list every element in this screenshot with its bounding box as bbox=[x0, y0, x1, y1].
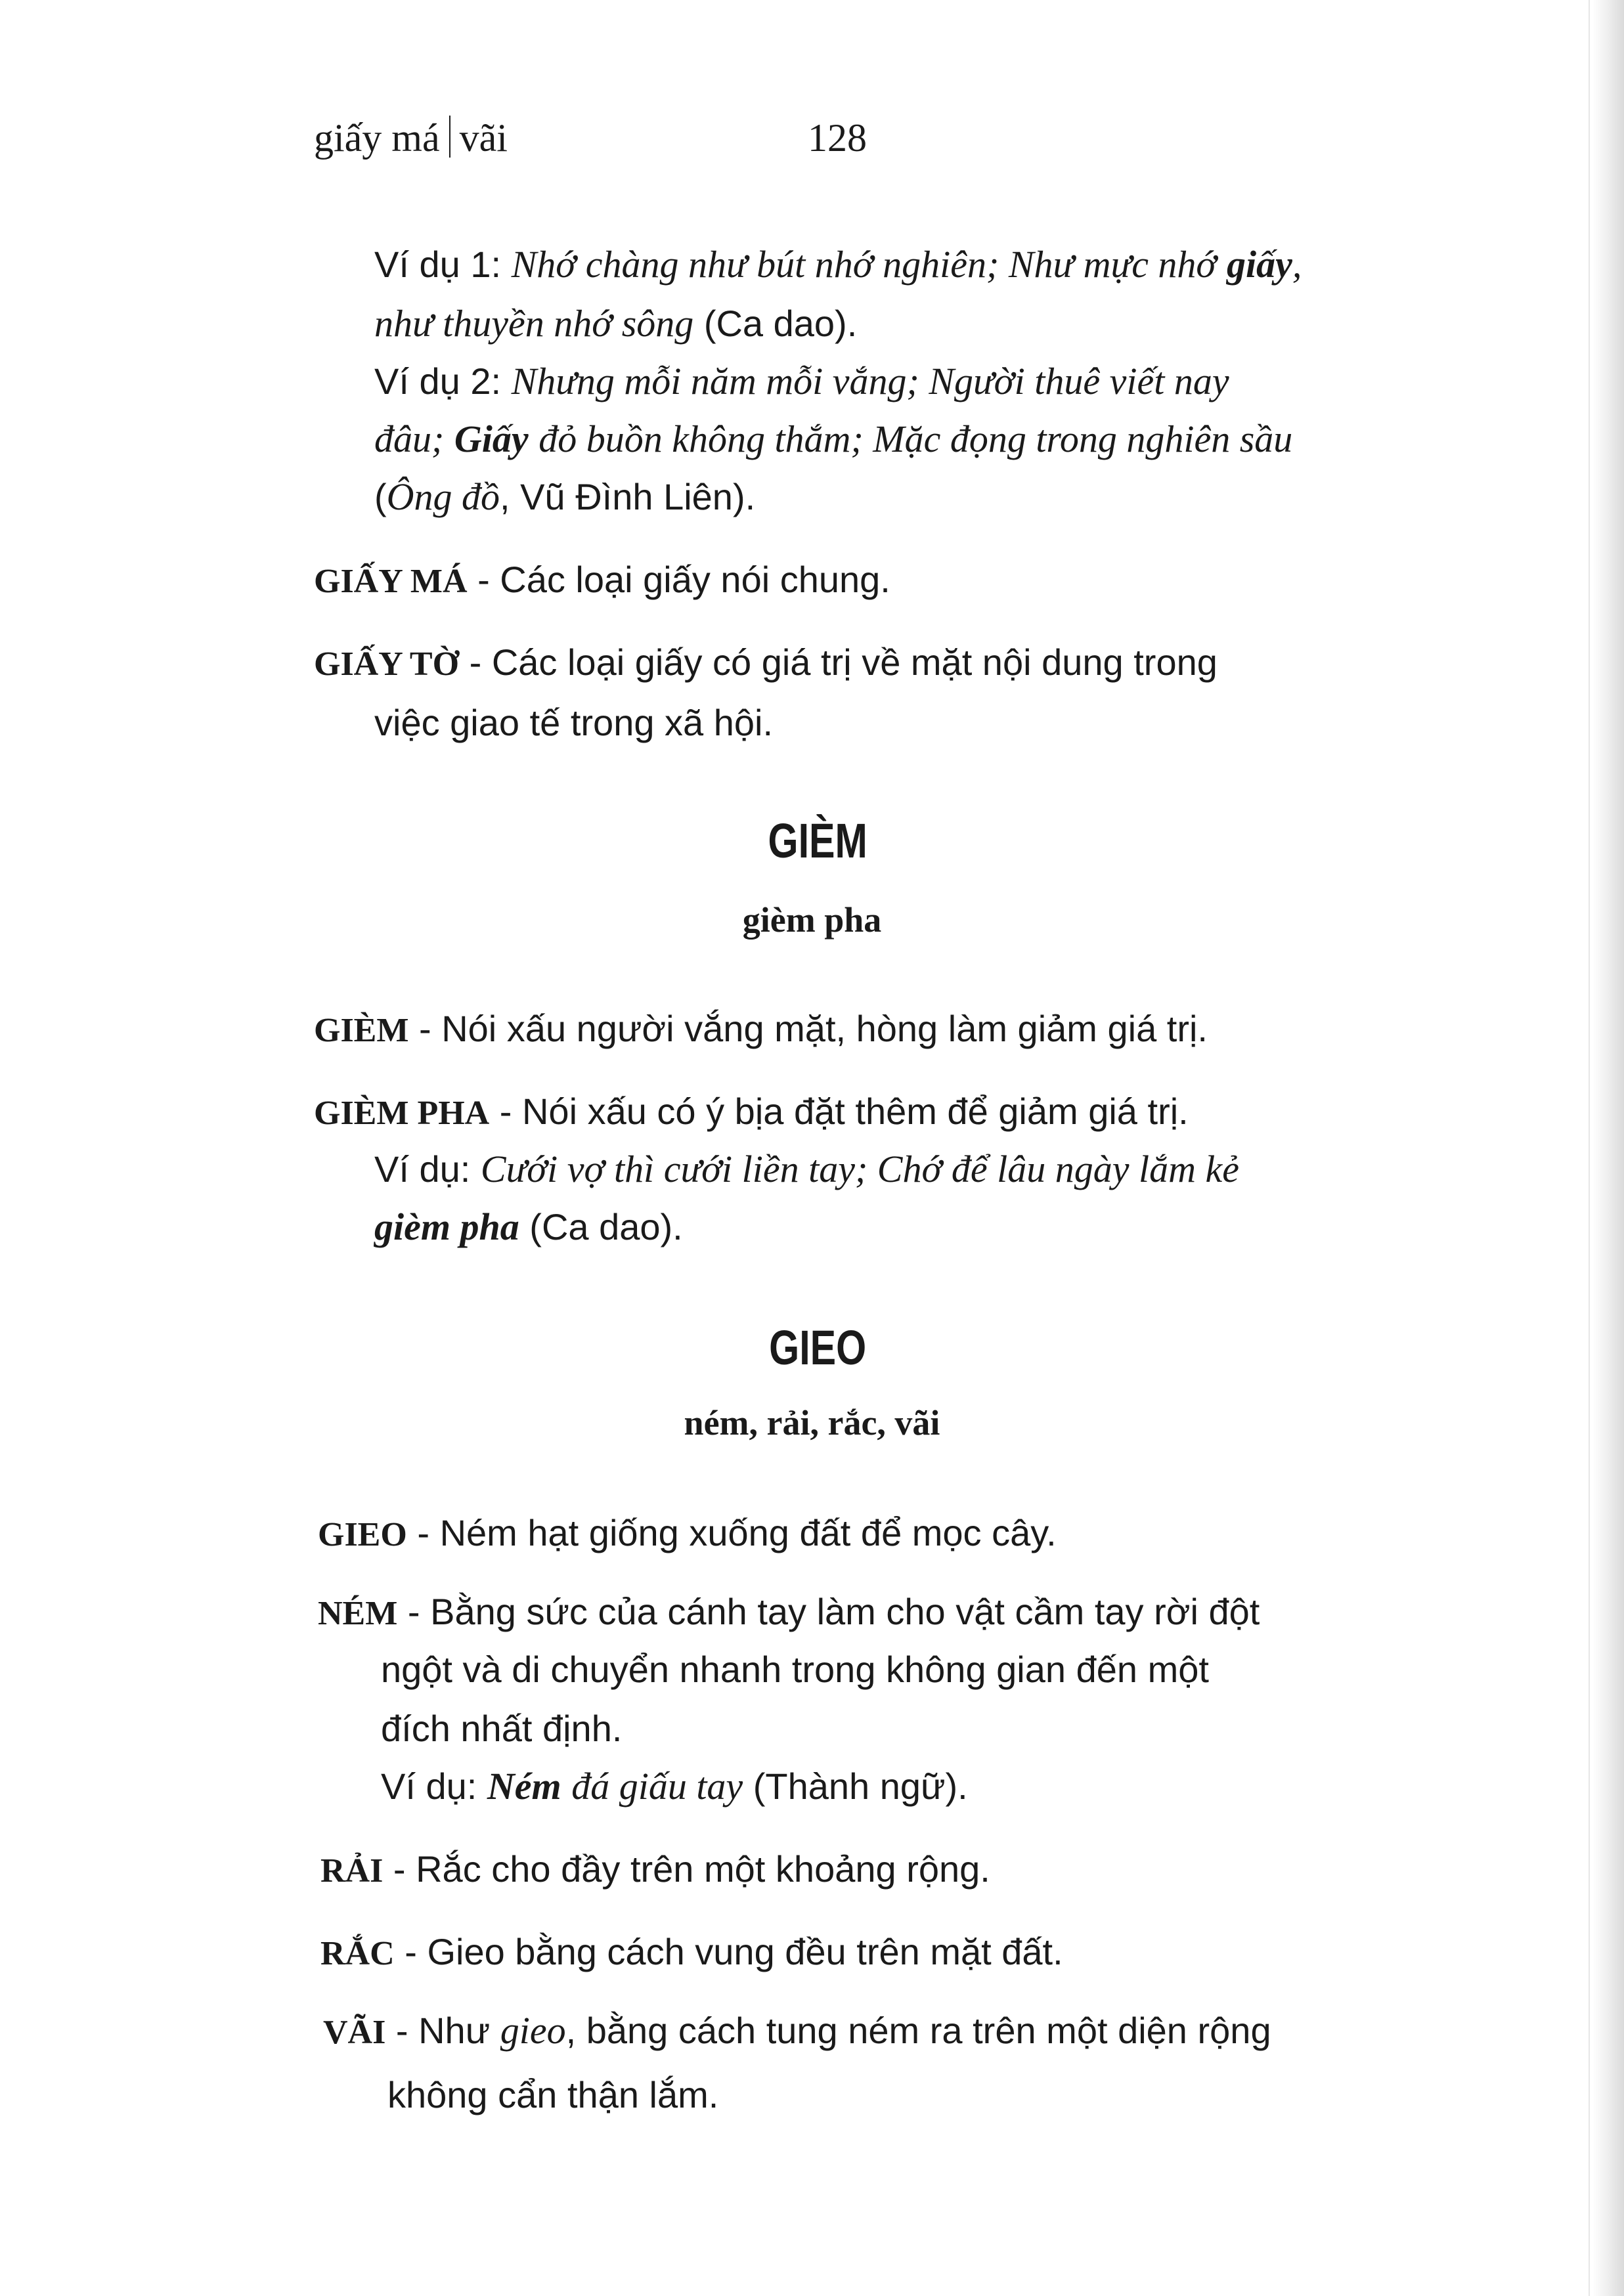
entry-rac bbox=[320, 1929, 1063, 1977]
example-1-line-2: như thuyền nhớ sông (Ca dao). bbox=[374, 302, 858, 345]
entry-giay-ma bbox=[314, 557, 890, 605]
section-title-giem: GIÈM bbox=[768, 813, 867, 868]
page-edge-shadow bbox=[1592, 0, 1624, 2296]
entry-giay-to-cont: việc giao tế trong xã hội. bbox=[374, 702, 774, 743]
header-left-word: giấy má bbox=[314, 116, 440, 160]
headword: GIẤY MÁ bbox=[314, 563, 468, 600]
headword: NÉM bbox=[318, 1595, 398, 1632]
page-number: 128 bbox=[808, 116, 867, 160]
entry-nem-cont-1: ngột và di chuyển nhanh trong không gian đến một bbox=[381, 1649, 1209, 1690]
header-divider bbox=[449, 116, 450, 158]
headword: RẢI bbox=[320, 1852, 384, 1890]
page-edge-line bbox=[1589, 0, 1590, 2296]
entry-rai bbox=[320, 1846, 990, 1894]
entry-vai: VÃI - Như gieo, bằng cách tung ném ra trên một diện rộng bbox=[323, 2009, 1271, 2052]
headword: GIẤY TỜ bbox=[314, 645, 460, 683]
example-2-line-2: đâu; Giấy đỏ buồn không thắm; Mặc đọng trong nghiên sầu bbox=[374, 418, 1293, 460]
entry-vai-cont: không cẩn thận lắm. bbox=[387, 2074, 719, 2115]
example-2-line-1: Ví dụ 2: Nhưng mỗi năm mỗi vắng; Người thuê viết nay bbox=[374, 360, 1229, 402]
section-subtitle-giem: gièm pha bbox=[742, 900, 882, 940]
definition: - Các loại giấy có giá trị về mặt nội dung trong bbox=[469, 641, 1218, 683]
definition: - Các loại giấy nói chung. bbox=[477, 559, 890, 600]
definition: - Gieo bằng cách vung đều trên mặt đất. bbox=[405, 1931, 1063, 1972]
headword: VÃI bbox=[323, 2014, 386, 2051]
example-2-line-3: (Ông đồ, Vũ Đình Liên). bbox=[374, 475, 756, 518]
headword: RẮC bbox=[320, 1935, 395, 1972]
giem-pha-example-line-1: Ví dụ: Cưới vợ thì cưới liền tay; Chớ để lâu ngày lắm kẻ bbox=[374, 1148, 1240, 1190]
entry-nem bbox=[318, 1589, 1260, 1637]
section-subtitle-gieo: ném, rải, rắc, vãi bbox=[684, 1403, 940, 1442]
definition: - Bằng sức của cánh tay làm cho vật cầm tay rời đột bbox=[407, 1591, 1260, 1632]
giem-pha-example-line-2: gièm pha (Ca dao). bbox=[374, 1205, 683, 1248]
definition: - Nói xấu có ý bịa đặt thêm để giảm giá trị. bbox=[499, 1091, 1189, 1132]
entry-nem-cont-2: đích nhất định. bbox=[381, 1708, 623, 1749]
entry-giem bbox=[314, 1006, 1208, 1054]
nem-example: Ví dụ: Ném đá giấu tay (Thành ngữ). bbox=[381, 1765, 968, 1808]
example-1-line-1: Ví dụ 1: Nhớ chàng như bút nhớ nghiên; Như mực nhớ giấy, bbox=[374, 243, 1302, 286]
entry-giem-pha bbox=[314, 1089, 1189, 1137]
running-header bbox=[314, 112, 508, 164]
headword: GIÈM PHA bbox=[314, 1094, 490, 1132]
definition: - Ném hạt giống xuống đất để mọc cây. bbox=[417, 1512, 1057, 1553]
entry-giay-to bbox=[314, 639, 1218, 687]
headword: GIÈM bbox=[314, 1012, 409, 1049]
entry-gieo bbox=[318, 1510, 1057, 1558]
headword: GIEO bbox=[318, 1516, 407, 1553]
definition: - Rắc cho đầy trên một khoảng rộng. bbox=[393, 1848, 990, 1890]
definition: - Nói xấu người vắng mặt, hòng làm giảm giá trị. bbox=[419, 1008, 1208, 1049]
header-right-word: vãi bbox=[459, 116, 508, 160]
section-title-gieo: GIEO bbox=[769, 1320, 867, 1375]
